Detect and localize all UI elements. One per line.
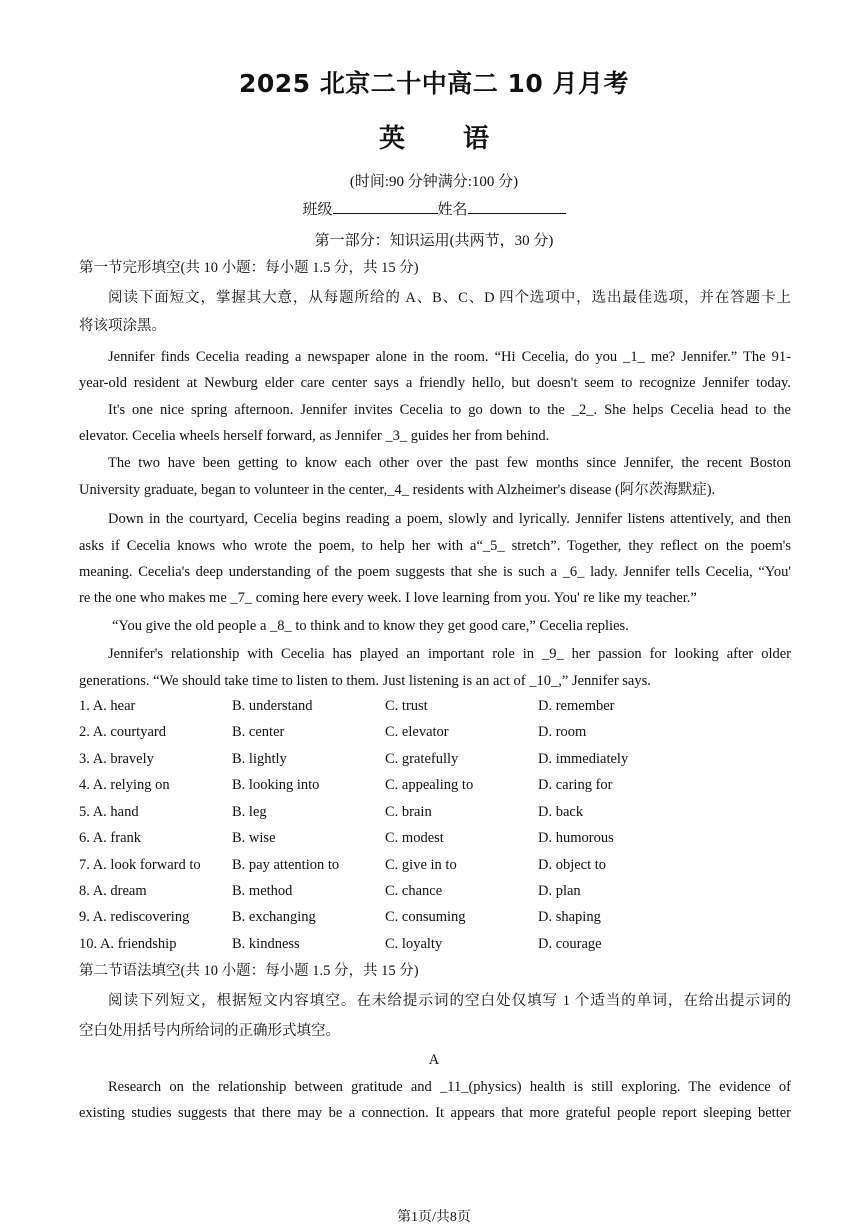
option-b[interactable]: B. understand [232,698,313,714]
option-d[interactable]: D. plan [538,883,581,899]
question-options-row [79,698,791,717]
option-d[interactable]: D. courage [538,936,602,952]
name-label: 姓名 [437,202,468,218]
question-options-row [79,857,791,876]
passage-line: Jennifer's relationship with Cecelia has played an important role in _9_ her passion for looking after older [108,646,791,662]
option-b[interactable]: B. kindness [232,936,300,952]
option-d[interactable]: D. remember [538,698,615,714]
option-c[interactable]: C. elevator [385,724,449,740]
question-options-row [79,883,791,902]
question-options-row [79,724,791,743]
option-c[interactable]: C. loyalty [385,936,443,952]
passage-line: asks if Cecelia knows who wrote the poem, to help her with a“_5_ stretch”. Together, they reflect on the poem's [79,538,791,554]
question-options-row [79,830,791,849]
option-b[interactable]: B. center [232,724,285,740]
exam-title: 2025 北京二十中高二 10 月月考 [239,69,629,98]
passage-line: The two have been getting to know each other over the past few months since Jennifer, the recent Boston [108,455,791,471]
option-a[interactable]: 3. A. bravely [79,751,154,767]
option-b[interactable]: B. exchanging [232,909,316,925]
passage-line: generations. “We should take time to listen to them. Just listening is an act of _10_,” Jennifer says. [79,673,651,689]
passage-line: Jennifer finds Cecelia reading a newspaper alone in the room. “Hi Cecelia, do you _1_ me? Jennifer.” The 91- [108,349,791,365]
option-c[interactable]: C. give in to [385,857,457,873]
passage-line: elevator. Cecelia wheels herself forward, as Jennifer _3_ guides her from behind. [79,428,550,444]
exam-subject: 英语 [378,124,547,154]
passage-line: “You give the old people a _8_ to think and to know they get good care,” Cecelia replies. [112,618,629,634]
page-number: 第1页/共8页 [397,1210,471,1225]
option-a[interactable]: 2. A. courtyard [79,724,166,740]
option-a[interactable]: 8. A. dream [79,883,147,899]
option-d[interactable]: D. immediately [538,751,629,767]
option-a[interactable]: 7. A. look forward to [79,857,201,873]
option-a[interactable]: 1. A. hear [79,698,136,714]
option-d[interactable]: D. humorous [538,830,614,846]
name-blank[interactable] [468,199,566,214]
option-b[interactable]: B. leg [232,804,267,820]
option-d[interactable]: D. object to [538,857,607,873]
question-options-row [79,936,791,955]
option-c[interactable]: C. consuming [385,909,466,925]
option-c[interactable]: C. chance [385,883,443,899]
option-c[interactable]: C. brain [385,804,432,820]
option-b[interactable]: B. wise [232,830,276,846]
option-c[interactable]: C. gratefully [385,751,459,767]
question-options-row [79,751,791,770]
passage-label: A [428,1052,440,1068]
option-a[interactable]: 9. A. rediscovering [79,909,190,925]
question-options-row [79,777,791,796]
section1-instruction-line: 将该项涂黑。 [79,318,166,334]
option-a[interactable]: 5. A. hand [79,804,139,820]
passage-line: Down in the courtyard, Cecelia begins reading a poem, slowly and lyrically. Jennifer listens attentively, and then [108,511,791,527]
section2-heading: 第二节语法填空(共 10 小题：每小题 1.5 分，共 15 分) [79,963,419,979]
passage-line: year-old resident at Newburg elder care center says a friendly hello, but doesn't seem to recognize Jennifer today. [79,375,791,391]
option-c[interactable]: C. modest [385,830,444,846]
passage-line: Research on the relationship between gratitude and _11_(physics) health is still exploring. The evidence of [108,1079,791,1095]
section2-instruction-line: 阅读下列短文，根据短文内容填空。在未给提示词的空白处仅填写 1 个适当的单词，在给出提示词的 [108,993,791,1009]
question-options-row [79,909,791,928]
option-d[interactable]: D. caring for [538,777,613,793]
option-a[interactable]: 10. A. friendship [79,936,177,952]
option-c[interactable]: C. appealing to [385,777,474,793]
section1-heading: 第一节完形填空(共 10 小题：每小题 1.5 分，共 15 分) [79,260,419,276]
passage-line: re the one who makes me _7_ coming here every week. I love learning from you. You' re like my teacher.” [79,590,697,606]
option-d[interactable]: D. back [538,804,584,820]
section2-instruction-line: 空白处用括号内所给词的正确形式填空。 [79,1023,340,1039]
option-a[interactable]: 4. A. relying on [79,777,170,793]
passage-line: It's one nice spring afternoon. Jennifer invites Cecelia to go down to the _2_. She helps Cecelia head to the [108,402,791,418]
time-info: (时间:90 分钟满分:100 分) [349,174,519,190]
option-b[interactable]: B. method [232,883,293,899]
option-c[interactable]: C. trust [385,698,428,714]
section1-instruction-line: 阅读下面短文，掌握其大意，从每题所给的 A、B、C、D 四个选项中，选出最佳选项，并在答题卡上 [108,290,791,306]
class-label: 班级 [302,202,333,218]
part-one-heading: 第一部分：知识运用(共两节，30 分) [314,233,554,249]
option-d[interactable]: D. room [538,724,587,740]
question-options-row [79,804,791,823]
passage-line: University graduate, began to volunteer in the center,_4_ residents with Alzheimer's disease (阿尔茨海默症). [79,482,716,498]
passage-line: existing studies suggests that there may be a connection. It appears that more grateful people report sleeping better [79,1105,791,1121]
option-b[interactable]: B. pay attention to [232,857,340,873]
class-blank[interactable] [333,199,438,214]
option-b[interactable]: B. looking into [232,777,320,793]
option-a[interactable]: 6. A. frank [79,830,142,846]
option-b[interactable]: B. lightly [232,751,287,767]
option-d[interactable]: D. shaping [538,909,601,925]
passage-line: meaning. Cecelia's deep understanding of the poem suggests that she is such a _6_ lady. Jennifer tells Cecelia, “You' [79,564,791,580]
student-info-row [0,198,868,219]
